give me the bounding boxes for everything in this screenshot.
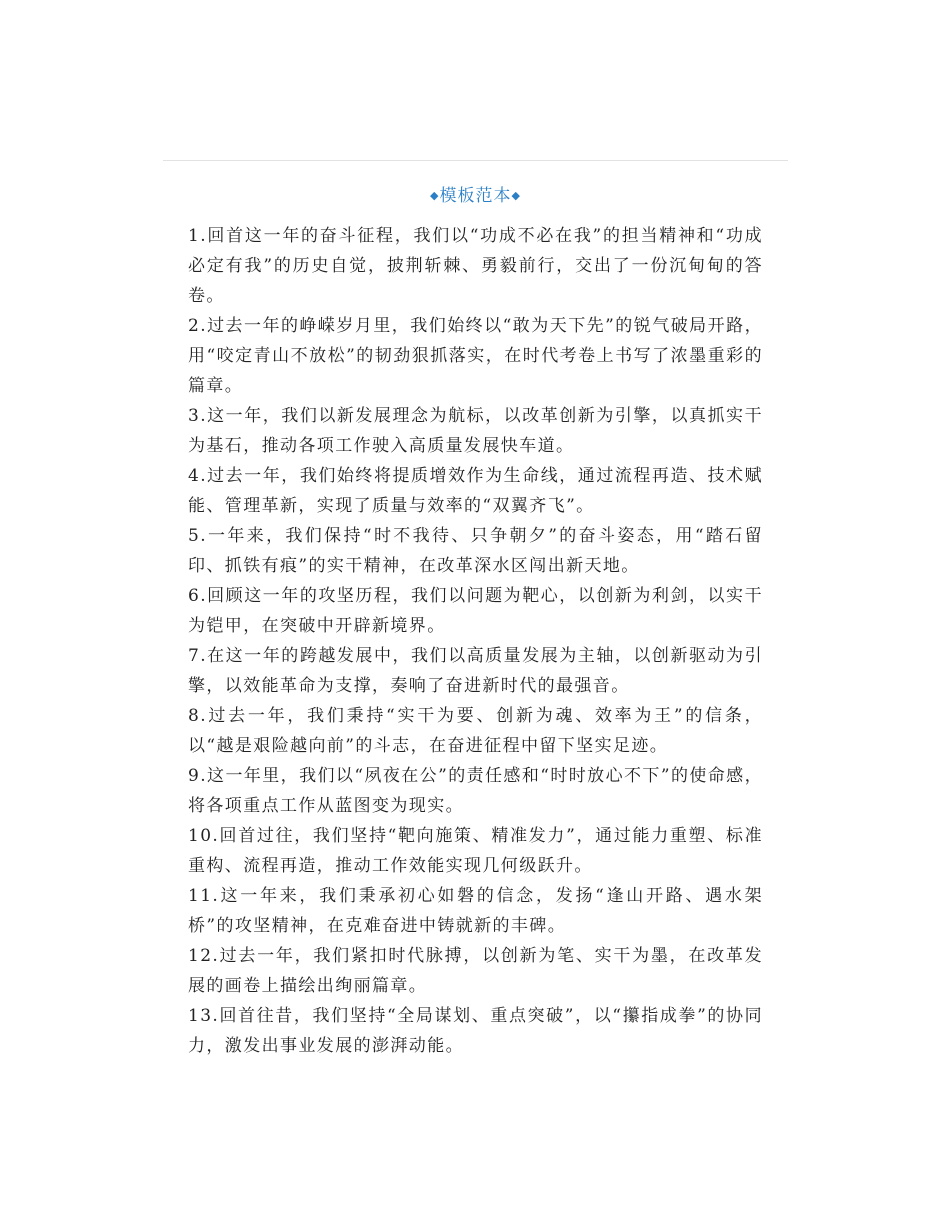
paragraph-5: 5.一年来，我们保持“时不我待、只争朝夕”的奋斗姿态，用“踏石留印、抓铁有痕”的实干精神，在改革深水区闯出新天地。 — [188, 526, 763, 576]
paragraph-9: 9.这一年里，我们以“夙夜在公”的责任感和“时时放心不下”的使命感，将各项重点工作从蓝图变为现实。 — [188, 766, 763, 816]
paragraph-3: 3.这一年，我们以新发展理念为航标，以改革创新为引擎，以真抓实干为基石，推动各项工作驶入高质量发展快车道。 — [188, 406, 763, 456]
paragraph-6: 6.回顾这一年的攻坚历程，我们以问题为靶心，以创新为利剑，以实干为铠甲，在突破中开辟新境界。 — [188, 586, 763, 636]
paragraph-11: 11.这一年来，我们秉承初心如磐的信念，发扬“逢山开路、遇水架桥”的攻坚精神，在克难奋进中铸就新的丰碑。 — [188, 886, 763, 936]
paragraph-1: 1.回首这一年的奋斗征程，我们以“功成不必在我”的担当精神和“功成必定有我”的历史自觉，披荆斩棘、勇毅前行，交出了一份沉甸甸的答卷。 — [188, 226, 763, 306]
paragraph-7: 7.在这一年的跨越发展中，我们以高质量发展为主轴，以创新驱动为引擎，以效能革命为支撑，奏响了奋进新时代的最强音。 — [188, 646, 763, 696]
diamond-right-icon: ◆ — [511, 189, 521, 202]
paragraph-13: 13.回首往昔，我们坚持“全局谋划、重点突破”，以“攥指成拳”的协同力，激发出事业发展的澎湃动能。 — [188, 1006, 763, 1056]
paragraph-4: 4.过去一年，我们始终将提质增效作为生命线，通过流程再造、技术赋能、管理革新，实现了质量与效率的“双翼齐飞”。 — [188, 466, 763, 516]
diamond-left-icon: ◆ — [430, 189, 440, 202]
paragraph-12: 12.过去一年，我们紧扣时代脉搏，以创新为笔、实干为墨，在改革发展的画卷上描绘出绚丽篇章。 — [188, 946, 763, 996]
document-body — [188, 221, 763, 1061]
top-divider — [163, 160, 788, 161]
paragraph-10: 10.回首过往，我们坚持“靶向施策、精准发力”，通过能力重塑、标准重构、流程再造，推动工作效能实现几何级跃升。 — [188, 826, 763, 876]
paragraph-2: 2.过去一年的峥嵘岁月里，我们始终以“敢为天下先”的锐气破局开路，用“咬定青山不放松”的韧劲狠抓落实，在时代考卷上书写了浓墨重彩的篇章。 — [188, 316, 763, 396]
document-title — [163, 183, 788, 209]
document-title-text: 模板范本 — [439, 186, 512, 206]
paragraph-8: 8.过去一年，我们秉持“实干为要、创新为魂、效率为王”的信条，以“越是艰险越向前”的斗志，在奋进征程中留下坚实足迹。 — [188, 706, 763, 756]
